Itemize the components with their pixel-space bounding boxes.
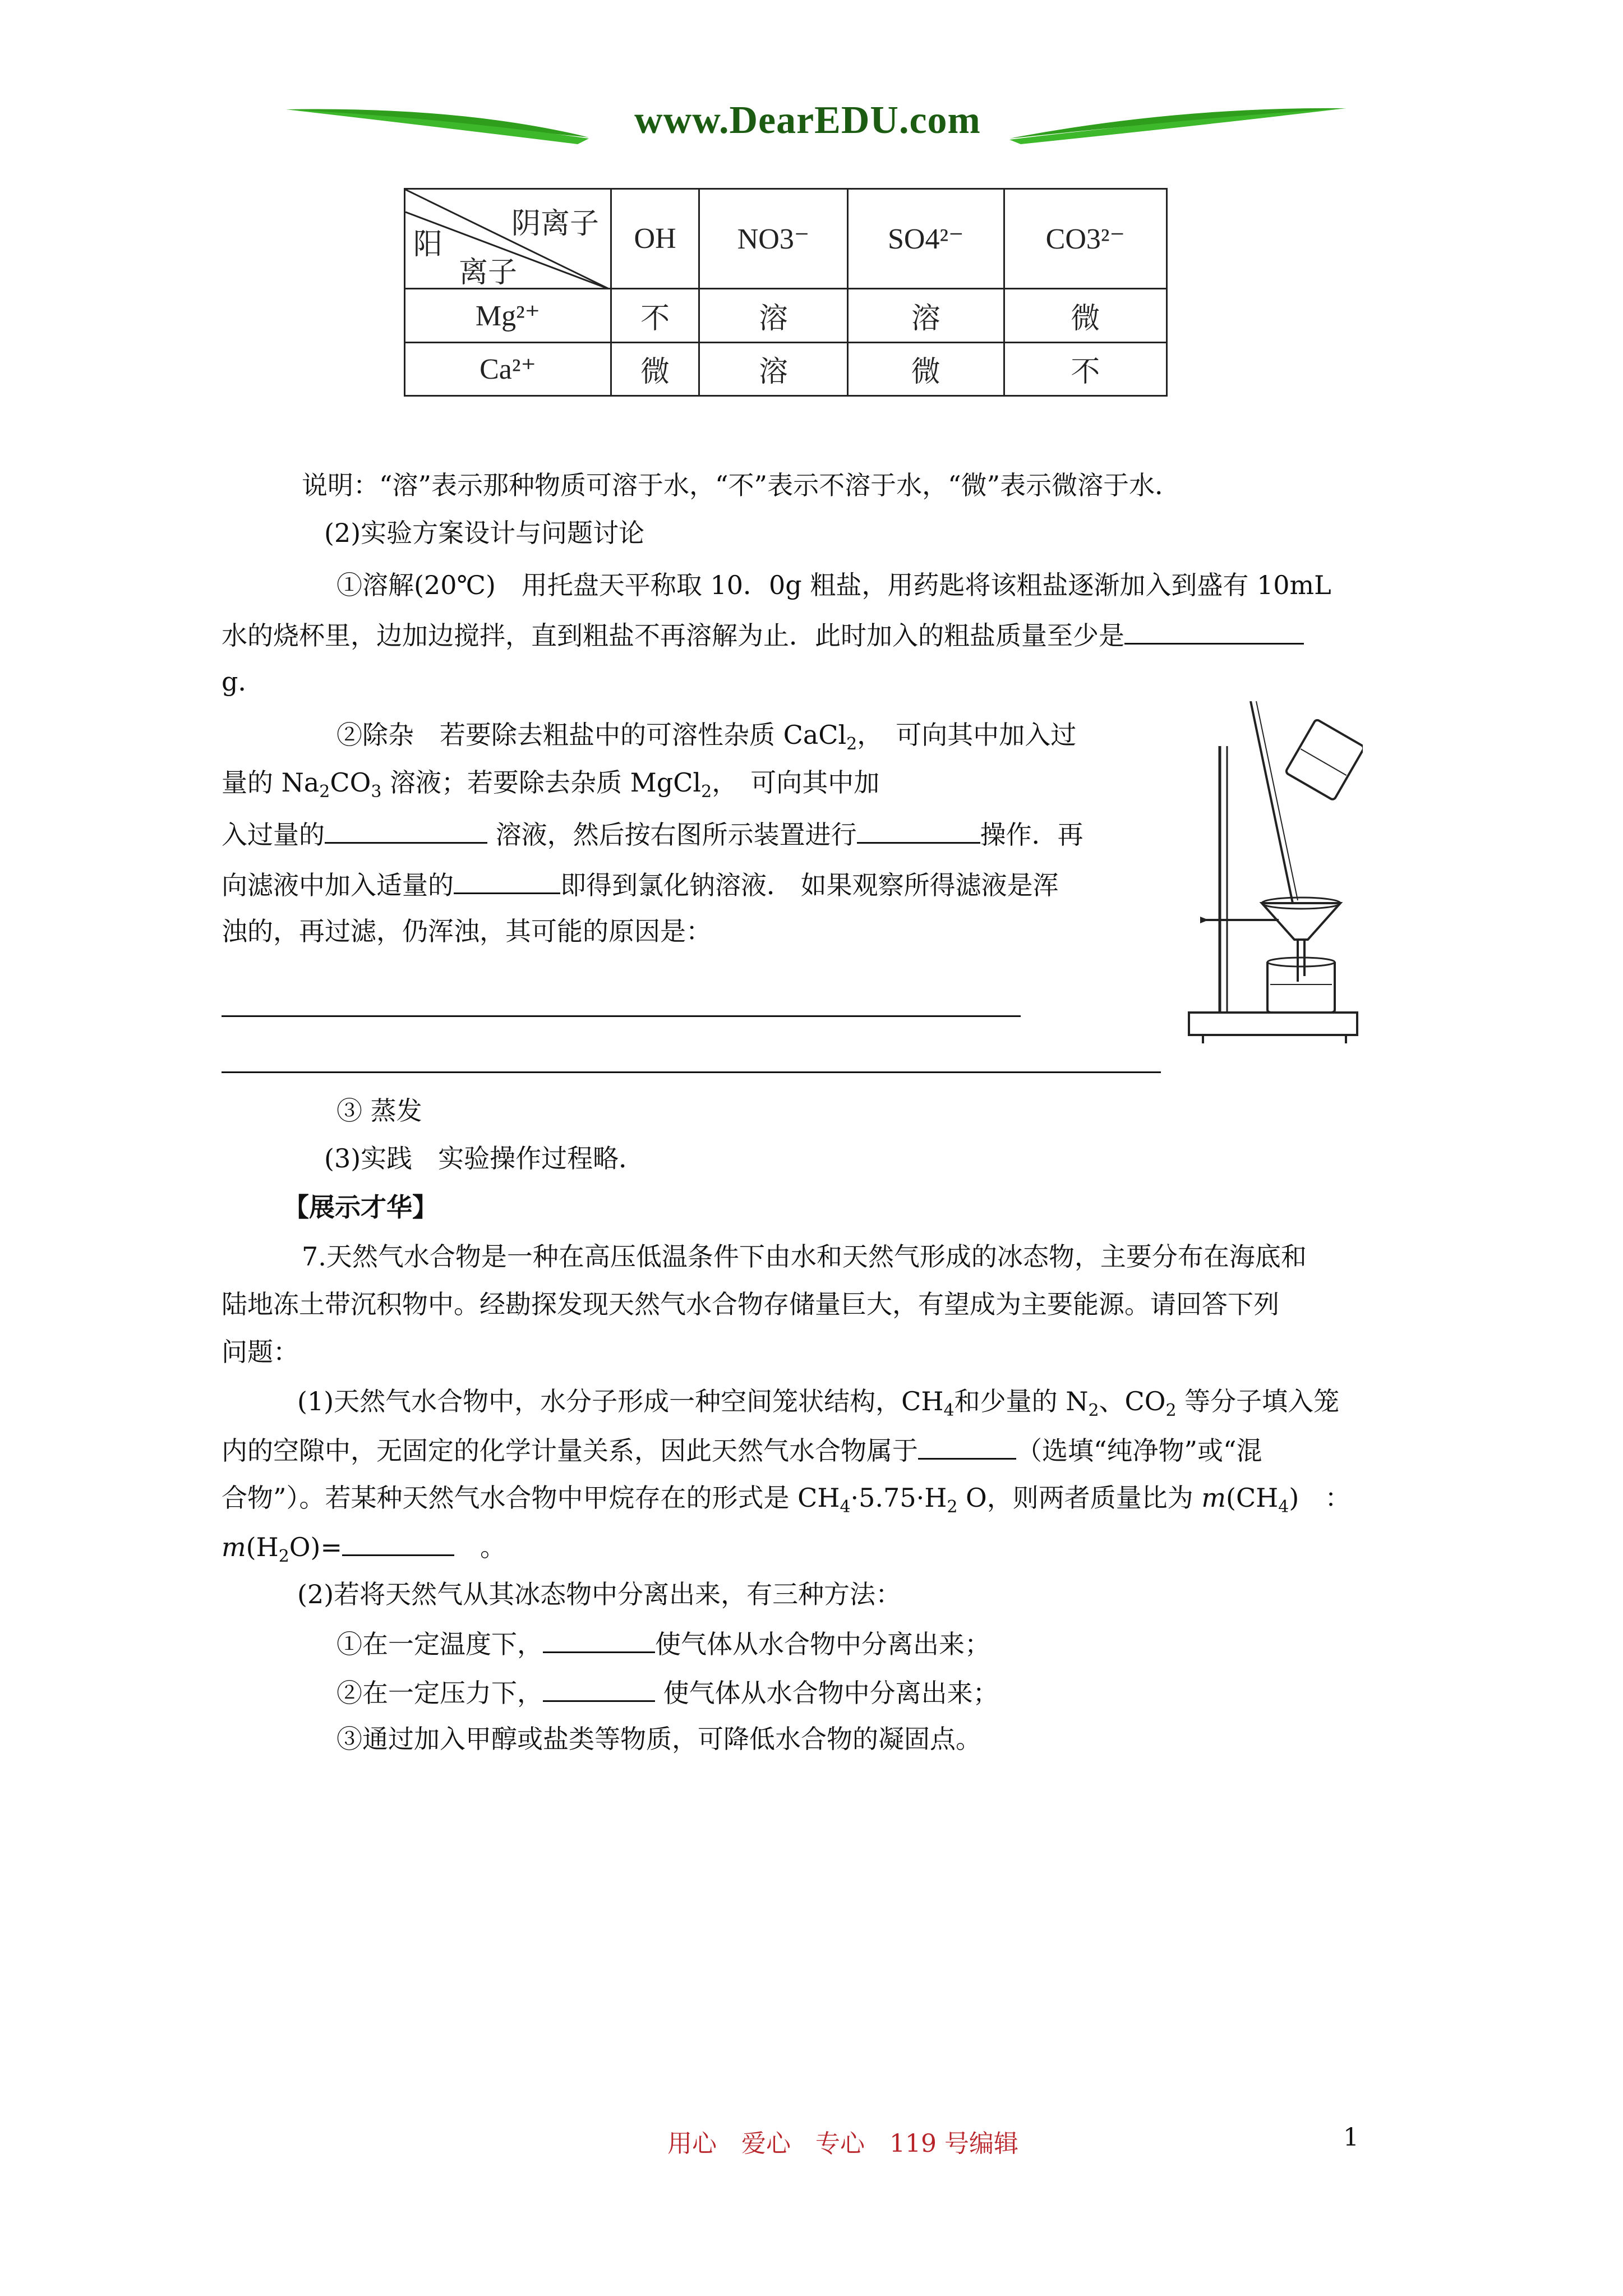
- answer-blank[interactable]: [918, 1432, 1016, 1460]
- table-cell: 微: [847, 342, 1004, 395]
- question-7-line: 陆地冻土带沉积物中。经勘探发现天然气水合物存储量巨大，有望成为主要能源。请回答下列: [222, 1289, 1279, 1319]
- page-number: 1: [1343, 2123, 1359, 2152]
- method-2-line: ②在一定压力下， 使气体从水合物中分离出来；: [336, 1674, 999, 1710]
- table-cell: 不: [611, 289, 699, 342]
- answer-line[interactable]: [222, 1015, 1021, 1017]
- section-3-line: (3)实践 实验操作过程略．: [324, 1143, 645, 1174]
- impurity-paragraph-line: 入过量的 溶液，然后按右图所示装置进行 操作．再: [222, 816, 1083, 852]
- dissolve-paragraph-line: 水的烧杯里，边加边搅拌，直到粗盐不再溶解为止．此时加入的粗盐质量至少是: [222, 617, 1304, 652]
- question-7-1-line: 合物”）。若某种天然气水合物中甲烷存在的形式是 $CH_4\cdot 5.75\cdot H_2$ O，则两者质量比为 $m(CH_4)$ ：: [222, 1483, 1351, 1517]
- question-7-line: 7.天然气水合物是一种在高压低温条件下由水和天然气形成的冰态物，主要分布在海底和: [302, 1241, 1307, 1272]
- answer-blank[interactable]: [342, 1529, 454, 1556]
- answer-blank[interactable]: [1124, 617, 1304, 645]
- evaporate-step: ③ 蒸发: [336, 1096, 422, 1126]
- anion-header: CO3²⁻: [1004, 189, 1166, 289]
- dissolve-paragraph-line: g．: [222, 666, 264, 697]
- answer-blank[interactable]: [543, 1626, 655, 1653]
- table-row: [405, 289, 1167, 342]
- answer-line[interactable]: [222, 1071, 1161, 1073]
- show-talent-heading: 【展示才华】: [283, 1192, 438, 1222]
- filtration-apparatus-diagram: [1178, 701, 1363, 1060]
- table-cell: 溶: [847, 289, 1004, 342]
- method-1-line: ①在一定温度下， 使气体从水合物中分离出来；: [336, 1626, 990, 1661]
- table-cell: 溶: [699, 289, 848, 342]
- impurity-paragraph-line: 浊的，再过滤，仍浑浊，其可能的原因是：: [222, 916, 712, 946]
- question-7-2-line: (2)若将天然气从其冰态物中分离出来，有三种方法：: [297, 1579, 902, 1609]
- anion-header: OH: [611, 189, 699, 289]
- answer-blank[interactable]: [857, 816, 980, 844]
- cation-header: Mg²⁺: [405, 289, 611, 342]
- answer-blank[interactable]: [543, 1674, 655, 1702]
- section-2-title: (2)实验方案设计与问题讨论: [324, 518, 645, 548]
- corner-cation-label-2: 离子: [459, 257, 518, 289]
- table-cell: 溶: [699, 342, 848, 395]
- answer-blank[interactable]: [325, 816, 487, 844]
- dissolve-paragraph-line: ①溶解(20℃) 用托盘天平称取 10．0g 粗盐，用药匙将该粗盐逐渐加入到盛有 10mL: [336, 570, 1331, 600]
- question-7-1-line: 内的空隙中，无固定的化学计量关系，因此天然气水合物属于 （选填“纯净物”或“混: [222, 1432, 1262, 1467]
- table-cell: 微: [611, 342, 699, 395]
- question-7-1-line: $m(H_2O)=$ 。: [222, 1529, 506, 1573]
- table-note: 说明：“溶”表示那种物质可溶于水，“不”表示不溶于水，“微”表示微溶于水．: [302, 470, 1181, 500]
- answer-blank[interactable]: [454, 867, 560, 894]
- solubility-table: [404, 188, 1168, 397]
- anion-header: NO3⁻: [699, 189, 848, 289]
- cation-header: Ca²⁺: [405, 342, 611, 395]
- table-row: [405, 342, 1167, 395]
- impurity-paragraph-line: 量的 $Na_2CO_3$ 溶液；若要除去杂质 MgCl$_2$， 可向其中加: [222, 767, 880, 802]
- table-cell: 不: [1004, 342, 1166, 395]
- question-7-line: 问题：: [222, 1337, 299, 1367]
- anion-header: SO4²⁻: [847, 189, 1004, 289]
- table-cell: 微: [1004, 289, 1166, 342]
- impurity-paragraph-line: ②除杂 若要除去粗盐中的可溶性杂质 CaCl$_2$， 可向其中加入过: [336, 720, 1077, 754]
- table-corner-header: [405, 189, 611, 289]
- header-logo-text[interactable]: www.DearEDU.com: [634, 99, 981, 142]
- corner-anion-label: 阴离子: [511, 208, 599, 240]
- footer-text: 用心 爱心 专心 119 号编辑: [667, 2129, 1018, 2158]
- question-7-1-line: (1)天然气水合物中，水分子形成一种空间笼状结构，$CH_4$和少量的 $N_2$、$CO_2$ 等分子填入笼: [297, 1386, 1340, 1421]
- corner-cation-label: 阳: [413, 229, 443, 261]
- impurity-paragraph-line: 向滤液中加入适量的 即得到氯化钠溶液． 如果观察所得滤液是浑: [222, 867, 1059, 902]
- method-3-line: ③通过加入甲醇或盐类等物质，可降低水合物的凝固点。: [336, 1724, 981, 1754]
